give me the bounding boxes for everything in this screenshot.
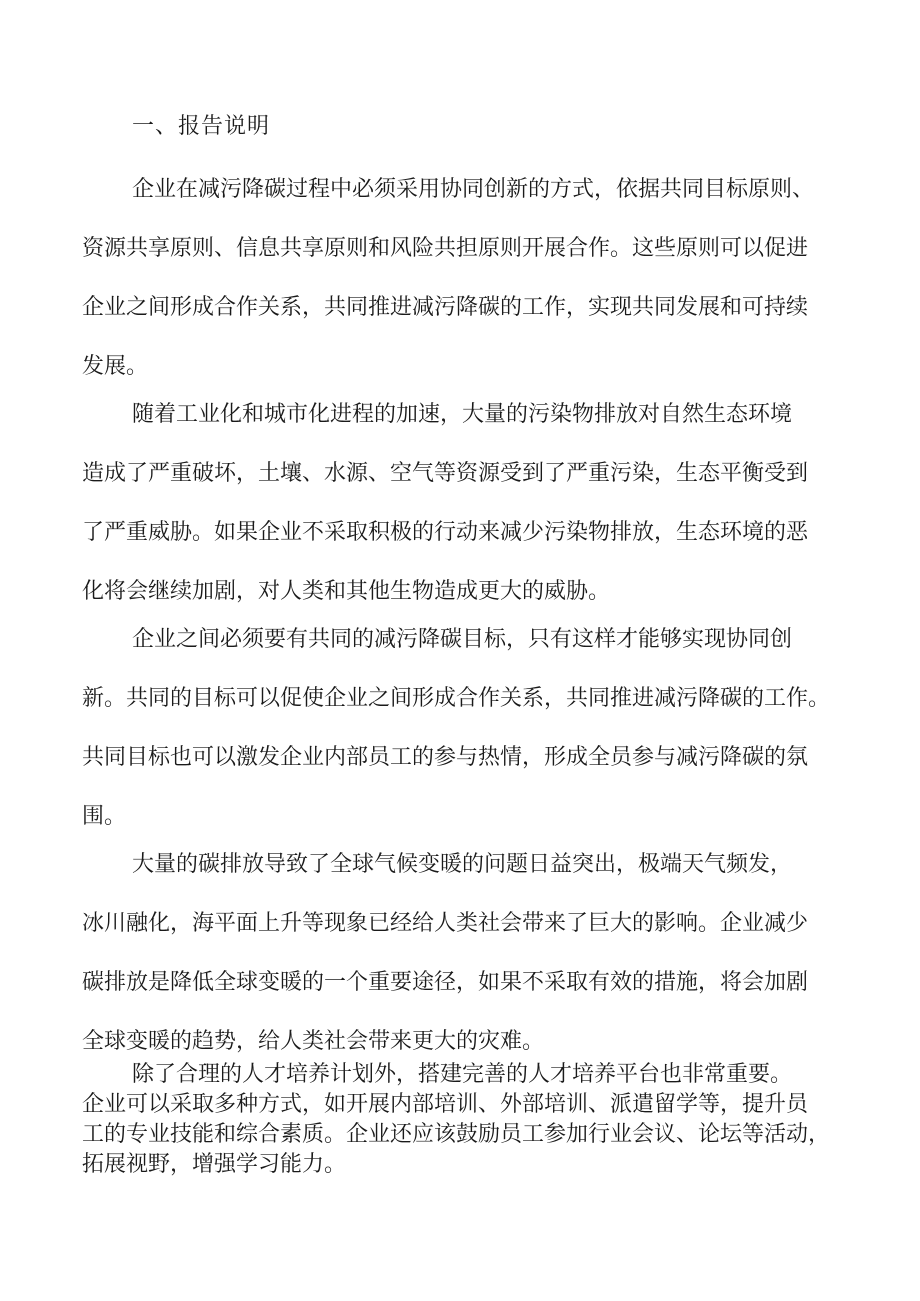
paragraph-line: 工的专业技能和综合素质。企业还应该鼓励员工参加行业会议、论坛等活动，: [82, 1122, 831, 1147]
paragraph-line: 企业在减污降碳过程中必须采用协同创新的方式，依据共同目标原则、: [132, 177, 815, 202]
section-heading: 一、报告说明: [132, 114, 271, 139]
paragraph-talent-platform: [82, 1060, 842, 1180]
paragraph-line: 随着工业化和城市化进程的加速，大量的污染物排放对自然生态环境: [132, 402, 793, 427]
paragraph-line: 企业可以采取多种方式，如开展内部培训、外部培训、派遣留学等，提升员: [82, 1092, 809, 1117]
paragraph-line: 拓展视野，增强学习能力。: [82, 1152, 347, 1177]
paragraph-line: 碳排放是降低全球变暖的一个重要途径，如果不采取有效的措施，将会加剧: [82, 970, 809, 995]
paragraph-line: 造成了严重破坏，土壤、水源、空气等资源受到了严重污染，生态平衡受到: [82, 461, 809, 486]
paragraph-line: 共同目标也可以激发企业内部员工的参与热情，形成全员参与减污降碳的氛: [82, 745, 809, 770]
paragraph-climate-change: [82, 835, 842, 1071]
paragraph-line: 除了合理的人才培养计划外，搭建完善的人才培养平台也非常重要。: [132, 1062, 793, 1087]
paragraph-line: 围。: [82, 804, 127, 829]
paragraph-line: 企业之间形成合作关系，共同推进减污降碳的工作，实现共同发展和可持续: [82, 295, 809, 320]
paragraph-collaborative-innovation: [82, 160, 842, 396]
paragraph-line: 新。共同的目标可以促使企业之间形成合作关系，共同推进减污降碳的工作。: [82, 686, 831, 711]
paragraph-line: 发展。: [82, 354, 149, 379]
paragraph-line: 冰川融化，海平面上升等现象已经给人类社会带来了巨大的影响。企业减少: [82, 911, 809, 936]
paragraph-line: 了严重威胁。如果企业不采取积极的行动来减少污染物排放，生态环境的恶: [82, 520, 809, 545]
paragraph-line: 大量的碳排放导致了全球气候变暖的问题日益突出，极端天气频发，: [132, 852, 793, 877]
paragraph-line: 资源共享原则、信息共享原则和风险共担原则开展合作。这些原则可以促进: [82, 236, 809, 261]
paragraph-line: 企业之间必须要有共同的减污降碳目标，只有这样才能够实现协同创: [132, 627, 793, 652]
paragraph-common-goals: [82, 610, 842, 846]
paragraph-pollution-impact: [82, 385, 842, 621]
paragraph-line: 化将会继续加剧，对人类和其他生物造成更大的威胁。: [82, 579, 611, 604]
paragraph-line: 全球变暖的趋势，给人类社会带来更大的灾难。: [82, 1029, 545, 1054]
